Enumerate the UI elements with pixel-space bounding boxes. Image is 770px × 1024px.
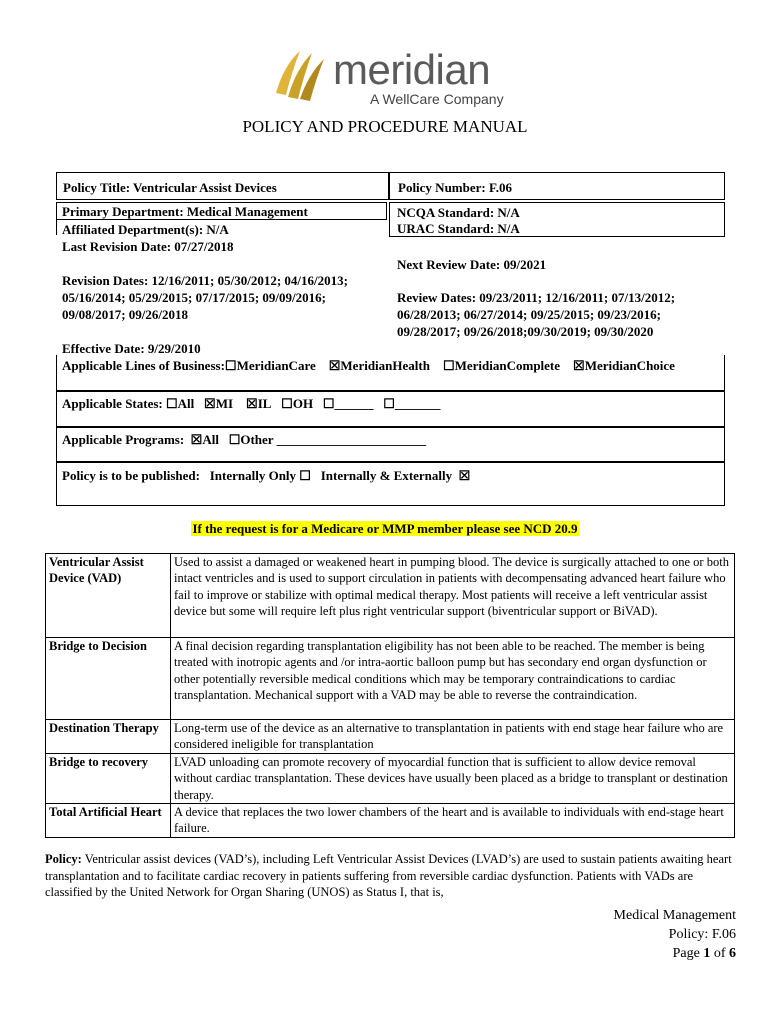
publish-external: Internally & Externally (320, 468, 453, 483)
table-row (46, 638, 735, 720)
state-il: IL (257, 396, 272, 411)
last-revision-date: Last Revision Date: 07/27/2018 (62, 239, 234, 254)
policy-number: Policy Number: F.06 (398, 180, 512, 195)
checkbox-icon[interactable]: ☒ (573, 358, 585, 373)
review-dates-2: 06/28/2013; 06/27/2014; 09/25/2015; 09/23/2016; (397, 307, 661, 322)
definition-text: Used to assist a damaged or weakened heart in pumping blood. The device is surgically attached to one or both intact ventricles and is used to support circulation in patients with decompensating advanced heart failure who fail to improve or stabilize with optimal medical therapy. Most patients will receive a left ventricular assist device but some will require left plus right ventricular support (biventricular support or BiVAD). (171, 554, 735, 638)
checkbox-icon[interactable]: ☐ (442, 358, 455, 373)
page-footer (614, 906, 736, 963)
lines-of-business (62, 357, 675, 374)
table-row (46, 753, 735, 803)
definition-text: LVAD unloading can promote recovery of myocardial function that is sufficient to allow device removal without cardiac transplantation. These devices have usually been placed as a bridge to transplant or destination therapy. (171, 753, 735, 803)
policy-text: Ventricular assist devices (VAD’s), including Left Ventricular Assist Devices (LVAD’s) are used to sustain patients awaiting heart transplantation and to facilitate cardiac recovery in patients suffering from reversible cardiac dysfunction. Patients with VADs are classified by the United Network for Organ Sharing (UNOS) as Status I, that is, (45, 852, 732, 899)
revision-dates-3: 09/08/2017; 09/26/2018 (62, 307, 189, 322)
footer-department: Medical Management (613, 908, 736, 923)
table-row (46, 720, 735, 754)
states-label: Applicable States: (62, 396, 163, 411)
page-number: 1 (703, 946, 711, 961)
definition-term: Bridge to recovery (46, 753, 171, 803)
publish-internal: Internally Only (209, 468, 297, 483)
line-meridiancare: MeridianCare (236, 358, 316, 373)
logo-wordmark: meridian (333, 46, 491, 93)
review-dates-3: 09/28/2017; 09/26/2018;09/30/2019; 09/30/2020 (397, 324, 654, 339)
checkbox-icon[interactable]: ☒ (190, 432, 203, 447)
checkbox-icon[interactable]: ☐ (224, 358, 237, 373)
program-other: Other _______________________ (240, 432, 427, 447)
affiliated-departments: Affiliated Department(s): N/A (62, 222, 229, 237)
meridian-mark-icon (270, 45, 330, 105)
footer-policy: Policy: F.06 (668, 927, 736, 942)
programs-label: Applicable Programs: (62, 432, 185, 447)
checkbox-icon[interactable]: ☒ (458, 468, 471, 483)
revision-dates-2: 05/16/2014; 05/29/2015; 07/17/2015; 09/09/2016; (62, 290, 326, 305)
page-total: 6 (729, 946, 736, 961)
next-review-date: Next Review Date: 09/2021 (397, 257, 547, 272)
ncqa-standard: NCQA Standard: N/A (397, 205, 520, 220)
lines-label: Applicable Lines of Business: (62, 358, 225, 373)
definition-term: Ventricular Assist Device (VAD) (46, 554, 171, 638)
policy-title: Policy Title: Ventricular Assist Devices (63, 180, 277, 195)
effective-date: Effective Date: 9/29/2010 (62, 341, 201, 356)
checkbox-icon[interactable]: ☒ (204, 396, 216, 411)
review-dates-1: Review Dates: 09/23/2011; 12/16/2011; 07/13/2012; (397, 290, 676, 305)
primary-department: Primary Department: Medical Management (62, 204, 308, 219)
table-row (46, 804, 735, 838)
definition-term: Total Artificial Heart (46, 804, 171, 838)
publishing (62, 467, 470, 484)
definition-text: A final decision regarding transplantation eligibility has not been able to be reached. The member is being treated with inotropic agents and /or intra-aortic balloon pump but has secondary end organ dysfunction or other potentially reversible medical conditions which may be temporary contraindications to cardiac transplantation. Mechanical support with a VAD may be able to reverse the contraindication. (171, 638, 735, 720)
footer-page: Page 1 of 6 (672, 946, 736, 961)
line-meridianchoice: MeridianChoice (584, 358, 675, 373)
revision-dates-1: Revision Dates: 12/16/2011; 05/30/2012; 04/16/2013; (62, 273, 348, 288)
medicare-note: If the request is for a Medicare or MMP member please see NCD 20.9 (192, 521, 578, 536)
state-oh: OH (292, 396, 314, 411)
meridian-logo (270, 45, 520, 113)
definition-text: A device that replaces the two lower chambers of the heart and is available to individuals with end-stage heart failure. (171, 804, 735, 838)
table-row (46, 554, 735, 638)
publish-label: Policy is to be published: (62, 468, 200, 483)
checkbox-icon[interactable]: ☐ (166, 396, 178, 411)
definition-term: Destination Therapy (46, 720, 171, 754)
definition-text: Long-term use of the device as an alternative to transplantation in patients with end stage hear failure who are considered ineligible for transplantation (171, 720, 735, 754)
checkbox-icon[interactable]: ☒ (246, 396, 258, 411)
logo-subtitle: A WellCare Company (370, 91, 504, 107)
line-meridianhealth: MeridianHealth (340, 358, 430, 373)
state-blank-2: _______ (394, 396, 441, 411)
checkbox-icon[interactable]: ☐ (281, 396, 293, 411)
line-meridiancomplete: MeridianComplete (454, 358, 561, 373)
checkbox-icon[interactable]: ☐ (228, 432, 241, 447)
state-all: All (177, 396, 195, 411)
checkbox-icon[interactable]: ☐ (299, 468, 311, 483)
policy-paragraph (45, 851, 735, 901)
state-mi: MI (215, 396, 234, 411)
policy-label: Policy: (45, 852, 82, 866)
checkbox-icon[interactable]: ☒ (328, 358, 341, 373)
checkbox-icon[interactable]: ☐ (383, 396, 395, 411)
urac-standard: URAC Standard: N/A (397, 221, 520, 236)
applicable-programs (62, 431, 426, 448)
program-all: All (202, 432, 219, 447)
manual-title: POLICY AND PROCEDURE MANUAL (242, 117, 528, 136)
definitions-table (45, 553, 735, 838)
applicable-states (62, 395, 440, 412)
policy-title-row (56, 172, 725, 200)
definition-term: Bridge to Decision (46, 638, 171, 720)
checkbox-icon[interactable]: ☐ (322, 396, 335, 411)
state-blank-1: ______ (334, 396, 374, 411)
